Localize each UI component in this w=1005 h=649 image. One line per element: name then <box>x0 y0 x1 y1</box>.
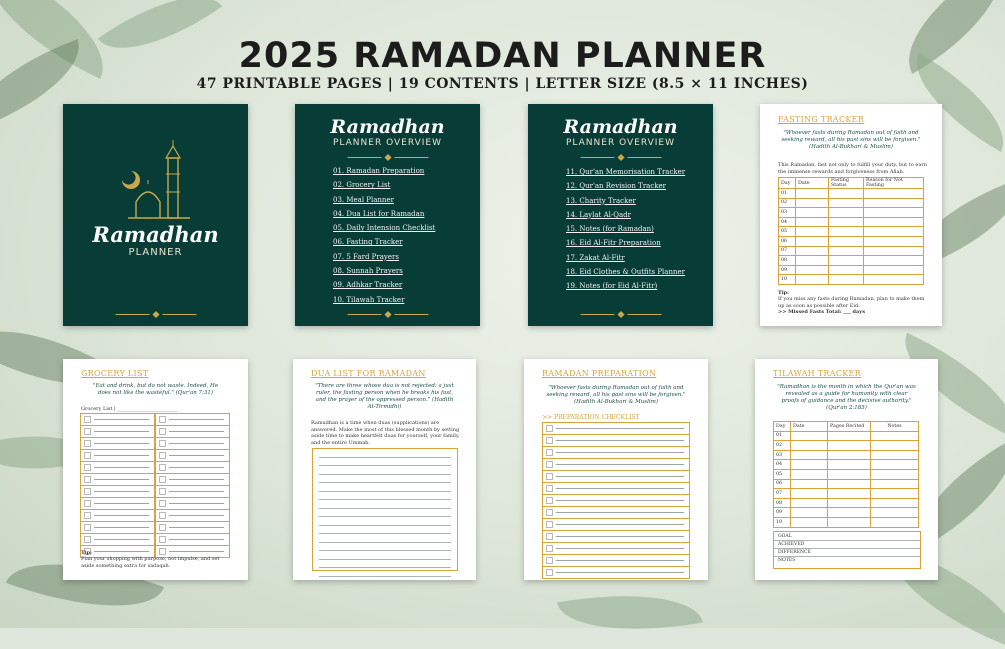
table-row: 07 <box>774 489 919 499</box>
grocery-column-left <box>80 413 155 558</box>
table-row: 07 <box>779 246 924 256</box>
toc-item[interactable]: 04. Dua List for Ramadan <box>333 209 425 218</box>
tilawah-tracker-page <box>755 359 938 580</box>
table-row: 04 <box>779 217 924 227</box>
grocery-column-right <box>155 413 230 558</box>
fasting-tip-label: Tip: <box>778 290 789 296</box>
table-row: 06 <box>779 236 924 246</box>
overview-page-1 <box>295 104 480 326</box>
dua-list-page <box>293 359 476 580</box>
overview-label: PLANNER OVERVIEW <box>566 138 675 148</box>
col-header: Notes <box>871 422 919 432</box>
toc-item[interactable]: 17. Zakat Al-Fitr <box>566 253 625 262</box>
fasting-title: FASTING TRACKER <box>778 115 865 124</box>
toc-item[interactable]: 02. Grocery List <box>333 181 391 190</box>
col-header: Pages Recited <box>828 422 871 432</box>
grocery-tip: Plan your shopping with purpose, not impulse, and set aside something extra for sadaqah. <box>81 556 220 569</box>
toc-item[interactable]: 12. Qur'an Revision Tracker <box>566 182 667 191</box>
cover-page <box>63 104 248 326</box>
summary-notes: NOTES <box>778 558 796 563</box>
toc-item[interactable]: 03. Meal Planner <box>333 195 394 204</box>
table-row: 10 <box>774 517 919 527</box>
table-row: 08 <box>774 498 919 508</box>
divider-ornament <box>580 310 661 318</box>
toc-item[interactable]: 13. Charity Tracker <box>566 196 636 205</box>
divider-ornament <box>347 153 428 161</box>
col-header: Day <box>779 178 796 189</box>
fasting-quote: "Whoever fasts during Ramadan out of faith and seeking reward, all his past sins will be forgiven." (Hadith Al-Bukhari & Muslim) <box>781 130 921 150</box>
table-row: 09 <box>779 265 924 275</box>
fasting-table <box>778 177 924 285</box>
toc-item[interactable]: 08. Sunnah Prayers <box>333 267 403 276</box>
tilawah-title: TILAWAH TRACKER <box>773 369 861 378</box>
divider-ornament <box>347 310 428 318</box>
col-header: Date <box>796 178 829 189</box>
cover-label: PLANNER <box>128 247 183 258</box>
grocery-tip-label: Tip: <box>81 550 92 556</box>
mosque-icon <box>108 140 208 230</box>
overview-page-2 <box>528 104 713 326</box>
toc-item[interactable]: 10. Tilawah Tracker <box>333 295 405 304</box>
toc-item[interactable]: 18. Eid Clothes & Outfits Planner <box>566 268 685 277</box>
divider-ornament <box>115 310 196 318</box>
cover-script-title: Ramadhan <box>92 222 219 247</box>
summary-achieved: ACHIEVED <box>774 541 920 549</box>
grocery-list-page <box>63 359 248 580</box>
table-row: 03 <box>774 450 919 460</box>
prep-checklist <box>542 422 690 579</box>
table-row: 01 <box>774 431 919 441</box>
toc-item[interactable]: 15. Notes (for Ramadan) <box>566 225 654 234</box>
table-row: 01 <box>779 189 924 199</box>
tilawah-quote: "Ramadhan is the month in which the Qur'an was revealed as a guide for humanity with clear proofs of guidance and the decisive authority." (Qur'an 2:185) <box>777 384 916 411</box>
grocery-title: GROCERY LIST <box>81 369 149 378</box>
fasting-intro: This Ramadan, fast not only to fulfill your duty, but to earn the immense rewards and forgiveness from Allah. <box>778 162 927 175</box>
table-row: 03 <box>779 208 924 218</box>
tilawah-table <box>773 421 919 528</box>
col-header: Date <box>791 422 828 432</box>
overview-label: PLANNER OVERVIEW <box>333 138 442 148</box>
table-row: 02 <box>774 441 919 451</box>
table-row: 10 <box>779 275 924 285</box>
fasting-total: >> Missed Fasts Total: ___ days <box>778 309 866 315</box>
toc-item[interactable]: 09. Adhkar Tracker <box>333 281 403 290</box>
divider-ornament <box>580 153 661 161</box>
toc-item[interactable]: 06. Fasting Tracker <box>333 238 403 247</box>
prep-checklist-title: >> PREPARATION CHECKLIST <box>542 414 640 421</box>
dua-quote: "There are three whose dua is not rejected: a just ruler, the fasting person when he breaks his fast, and the prayer of the oppressed person." (Hadith At-Tirmidhi) <box>315 383 454 410</box>
page-title: 2025 RAMADAN PLANNER <box>238 36 767 76</box>
overview-script-title: Ramadhan <box>330 116 445 138</box>
toc-item[interactable]: 05. Daily Intension Checklist <box>333 224 436 233</box>
fasting-tip: If you miss any fasts during Ramadan, plan to make them up as soon as possible after Eid. <box>778 296 925 309</box>
table-row: 09 <box>774 508 919 518</box>
toc-item[interactable]: 14. Laylat Al-Qadr <box>566 210 631 219</box>
summary-difference: DIFFERENCE <box>774 549 920 557</box>
tilawah-summary <box>773 531 921 569</box>
table-row: 05 <box>779 227 924 237</box>
dua-title: DUA LIST FOR RAMADAN <box>311 369 426 378</box>
toc-item[interactable]: 01. Ramadan Preparation <box>333 167 425 175</box>
col-header: Reason for Not Fasting <box>864 178 924 189</box>
prep-title: RAMADAN PREPARATION <box>542 369 657 378</box>
toc-item[interactable]: 16. Eid Al-Fitr Preparation <box>566 239 661 248</box>
col-header: Day <box>774 422 791 432</box>
toc-item[interactable]: 11. Qur'an Memorisation Tracker <box>566 168 686 176</box>
overview-script-title: Ramadhan <box>563 116 678 138</box>
table-row: 06 <box>774 479 919 489</box>
table-row: 04 <box>774 460 919 470</box>
ramadan-preparation-page <box>524 359 708 580</box>
grocery-field: Grocery List | ________________________ <box>81 406 178 412</box>
toc-list-2 <box>566 165 685 294</box>
table-row: 08 <box>779 256 924 266</box>
toc-item[interactable]: 07. 5 Fard Prayers <box>333 252 399 261</box>
summary-goal: GOAL <box>774 532 920 541</box>
dua-intro: Ramadhan is a time when duas (supplications) are answered. Make the most of this blessed month by setting aside time to make heartfelt duas for yourself, your family, and the entire Ummah. <box>311 420 460 446</box>
table-row: 05 <box>774 469 919 479</box>
dua-lined-area <box>312 448 458 571</box>
fasting-tracker-page <box>760 104 942 326</box>
grocery-quote: "Eat and drink, but do not waste. Indeed, He does not like the wasteful." (Qur'an 7:31) <box>92 383 219 396</box>
page-subtitle: 47 PRINTABLE PAGES | 19 CONTENTS | LETTER SIZE (8.5 × 11 INCHES) <box>196 76 809 92</box>
prep-quote: "Whoever fasts during Ramadan out of faith and seeking reward, all his past sins will be forgiven." (Hadith Al-Bukhari & Muslim) <box>546 385 686 405</box>
toc-item[interactable]: 19. Notes (for Eid Al-Fitr) <box>566 282 658 291</box>
col-header: Fasting Status <box>829 178 864 189</box>
toc-list-1 <box>333 164 435 307</box>
table-row: 02 <box>779 198 924 208</box>
